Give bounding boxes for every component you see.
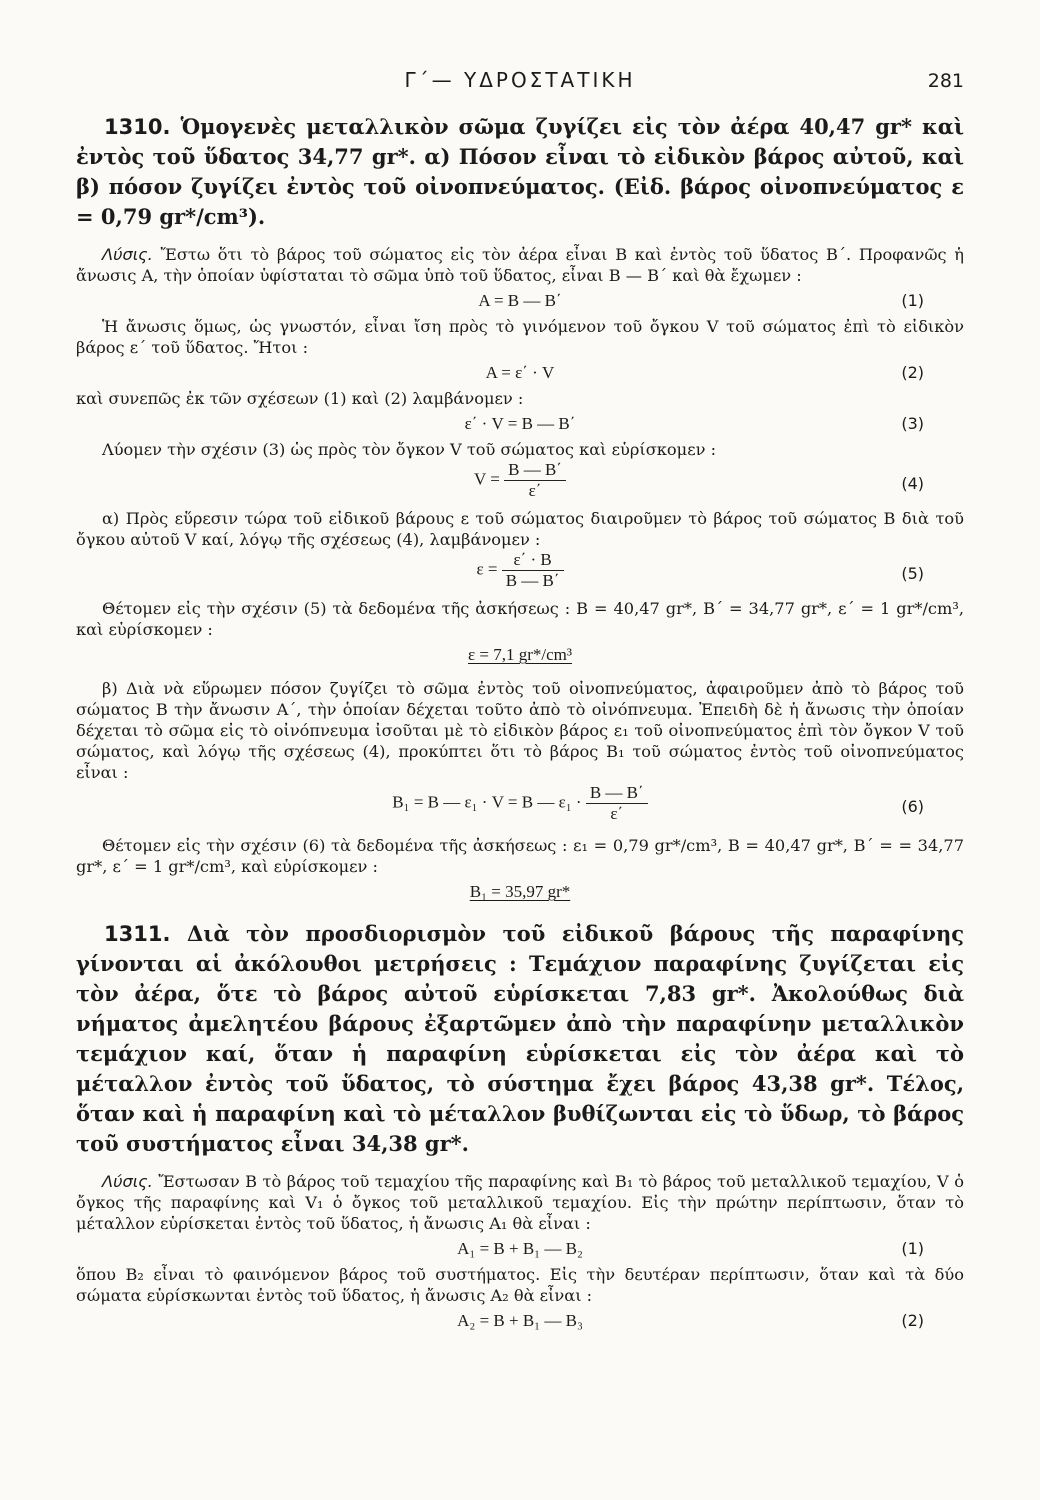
equation-expression: Α₂ = Β + Β₁ — Β₃	[457, 1311, 583, 1330]
paragraph: ὅπου Β₂ εἶναι τὸ φαινόμενον βάρος τοῦ συστήματος. Εἰς τὴν δευτέραν περίπτωσιν, ὅταν καὶ τὰ δύο σώματα εὑρίσκωνται ἐντὸς τοῦ ὕδατος, ἡ ἄνωσις Α₂ θὰ εἶναι :	[76, 1265, 964, 1305]
equation-2	[76, 1306, 964, 1336]
paragraph: Ἡ ἄνωσις ὅμως, ὡς γνωστόν, εἶναι ἴση πρὸς τὸ γινόμενον τοῦ ὄγκου V τοῦ σώματος ἐπὶ τὸ εἰδικὸν βάρος ε΄ τοῦ ὕδατος. Ἤτοι :	[76, 317, 964, 357]
page-number: 281	[927, 70, 964, 92]
equation-expression: Α₁ = Β + Β₁ — Β₂	[457, 1239, 583, 1258]
fraction-numerator: Β — Β΄	[586, 783, 648, 804]
result-b	[76, 877, 964, 907]
paragraph-text: Ἔστω ὅτι τὸ βάρος τοῦ σώματος εἰς τὸν ἀέρα εἶναι Β καὶ ἐντὸς τοῦ ὕδατος Β΄. Προφανῶς ἡ ἄνωσις Α, τὴν ὁποίαν ὑφίσταται τὸ σῶμα ὑπὸ τοῦ ὕδατος, εἶναι Β — Β΄ καὶ θὰ ἔχωμεν :	[76, 245, 964, 285]
result-value: ε = 7,1 gr*/cm³	[468, 645, 572, 664]
running-title: Γ΄— ΥΔΡΟΣΤΑΤΙΚΗ	[404, 68, 636, 92]
equation-1	[76, 1234, 964, 1264]
fraction	[502, 550, 564, 591]
paragraph: Θέτομεν εἰς τὴν σχέσιν (5) τὰ δεδομένα τῆς ἀσκήσεως : Β = 40,47 gr*, Β΄ = 34,77 gr*, ε΄ = 1 gr*/cm³, καὶ εὑρίσκομεν :	[76, 599, 964, 639]
problem-1310-statement	[76, 112, 964, 232]
equation-lhs: Β₁ = Β — ε₁ · V = Β — ε₁ ·	[392, 792, 582, 812]
fraction-numerator: ε΄ · Β	[502, 550, 564, 571]
equation-5	[76, 550, 964, 598]
result-a	[76, 640, 964, 670]
equation-tag: (5)	[901, 564, 924, 583]
problem-text: Ὁμογενὲς μεταλλικὸν σῶμα ζυγίζει εἰς τὸν ἀέρα 40,47 gr* καὶ ἐντὸς τοῦ ὕδατος 34,77 gr*. α) Πόσον εἶναι τὸ εἰδικὸν βάρος αὐτοῦ, καὶ β) πόσον ζυγίζει ἐντὸς τοῦ οἰνοπνεύματος. (Εἰδ. βάρος οἰνοπνεύματος ε = 0,79 gr*/cm³).	[76, 114, 965, 229]
paragraph-text: Ἔστωσαν Β τὸ βάρος τοῦ τεμαχίου τῆς παραφίνης καὶ Β₁ τὸ βάρος τοῦ μεταλλικοῦ τεμαχίου, V ὁ ὄγκος τῆς παραφίνης καὶ V₁ ὁ ὄγκος τοῦ μεταλλικοῦ τεμαχίου. Εἰς τὴν πρώτην περίπτωσιν, ὅταν τὸ μέταλλον εὑρίσκεται ἐντὸς τοῦ ὕδατος, ἡ ἄνωσις Α₁ θὰ εἶναι :	[76, 1172, 964, 1233]
problem-number: 1311.	[104, 922, 171, 946]
paragraph: Λύομεν τὴν σχέσιν (3) ὡς πρὸς τὸν ὄγκον V τοῦ σώματος καὶ εὑρίσκομεν :	[102, 440, 717, 459]
equation-tag: (2)	[901, 363, 924, 382]
equation-4	[76, 460, 964, 508]
paragraph: α) Πρὸς εὕρεσιν τώρα τοῦ εἰδικοῦ βάρους ε τοῦ σώματος διαιροῦμεν τὸ βάρος τοῦ σώματος Β διὰ τοῦ ὄγκου αὐτοῦ V καί, λόγῳ τῆς σχέσεως (4), λαμβάνομεν :	[76, 509, 964, 549]
page-content	[76, 112, 964, 1336]
equation-tag: (2)	[901, 1311, 924, 1330]
result-value: Β₁ = 35,97 gr*	[469, 882, 571, 901]
equation-tag: (6)	[901, 797, 924, 816]
equation-tag: (3)	[901, 414, 924, 433]
solution-label: Λύσις.	[102, 245, 153, 264]
fraction	[586, 783, 648, 824]
equation-lhs: ε =	[476, 559, 498, 579]
solution-paragraph	[76, 1171, 964, 1234]
equation-expression: Α = ε΄ · V	[485, 363, 555, 382]
solution-label: Λύσις.	[102, 1172, 153, 1191]
fraction	[504, 460, 566, 501]
paragraph: Θέτομεν εἰς τὴν σχέσιν (6) τὰ δεδομένα τῆς ἀσκήσεως : ε₁ = 0,79 gr*/cm³, Β = 40,47 gr*, Β΄ = = 34,77 gr*, ε΄ = 1 gr*/cm³, καὶ εὑρίσκομεν :	[76, 836, 964, 876]
equation-expression: Α = Β — Β΄	[478, 291, 562, 310]
fraction-denominator: ε΄	[528, 481, 542, 500]
fraction-denominator: Β — Β΄	[505, 571, 560, 590]
equation-1	[76, 286, 964, 316]
fraction-numerator: Β — Β΄	[504, 460, 566, 481]
solution-paragraph	[76, 244, 964, 286]
problem-1311-statement	[76, 919, 964, 1159]
equation-6	[76, 783, 964, 831]
equation-tag: (1)	[901, 1239, 924, 1258]
problem-text: Διὰ τὸν προσδιορισμὸν τοῦ εἰδικοῦ βάρους τῆς παραφίνης γίνονται αἱ ἀκόλουθοι μετρήσεις : Τεμάχιον παραφίνης ζυγίζεται εἰς τὸν ἀέρα, ὅτε τὸ βάρος αὐτοῦ εὑρίσκεται 7,83 gr*. Ἀκολούθως διὰ νήματος ἀμελητέου βάρους ἐξαρτῶμεν ἀπὸ τὴν παραφίνην μεταλλικὸν τεμάχιον καί, ὅταν ἡ παραφίνη εὑρίσκεται εἰς τὸν ἀέρα καὶ τὸ μέταλλον ἐντὸς τοῦ ὕδατος, τὸ σύστημα ἔχει βάρος 43,38 gr*. Τέλος, ὅταν καὶ ἡ παραφίνη καὶ τὸ μέταλλον βυθίζωνται εἰς τὸ ὕδωρ, τὸ βάρος τοῦ συστήματος εἶναι 34,38 gr*.	[76, 921, 964, 1156]
problem-number: 1310.	[104, 115, 171, 139]
equation-3	[76, 409, 964, 439]
paragraph: β) Διὰ νὰ εὕρωμεν πόσον ζυγίζει τὸ σῶμα ἐντὸς τοῦ οἰνοπνεύματος, ἀφαιροῦμεν ἀπὸ τὸ βάρος τοῦ σώματος Β τὴν ἄνωσιν Α΄, τὴν ὁποίαν δέχεται τοῦτο ἀπὸ τὸ οἰνόπνευμα. Ἐπειδὴ δὲ ἡ ἄνωσις τὴν ὁποίαν δέχεται τὸ σῶμα εἰς τὸ οἰνόπνευμα ἰσοῦται μὲ τὸ εἰδικὸν βάρος ε₁ τοῦ οἰνοπνεύματος ἐπὶ τὸν ὄγκον V τοῦ σώματος, καὶ λόγῳ τῆς σχέσεως (4), προκύπτει ὅτι τὸ βάρος Β₁ τοῦ σώματος ἐντὸς τοῦ οἰνοπνεύματος εἶναι :	[76, 679, 964, 782]
equation-2	[76, 358, 964, 388]
equation-tag: (1)	[901, 291, 924, 310]
equation-expression: ε΄ · V = Β — Β΄	[464, 414, 576, 433]
fraction-denominator: ε΄	[610, 804, 624, 823]
paragraph: καὶ συνεπῶς ἐκ τῶν σχέσεων (1) καὶ (2) λαμβάνομεν :	[76, 389, 524, 408]
equation-tag: (4)	[901, 474, 924, 493]
equation-lhs: V =	[474, 469, 500, 489]
